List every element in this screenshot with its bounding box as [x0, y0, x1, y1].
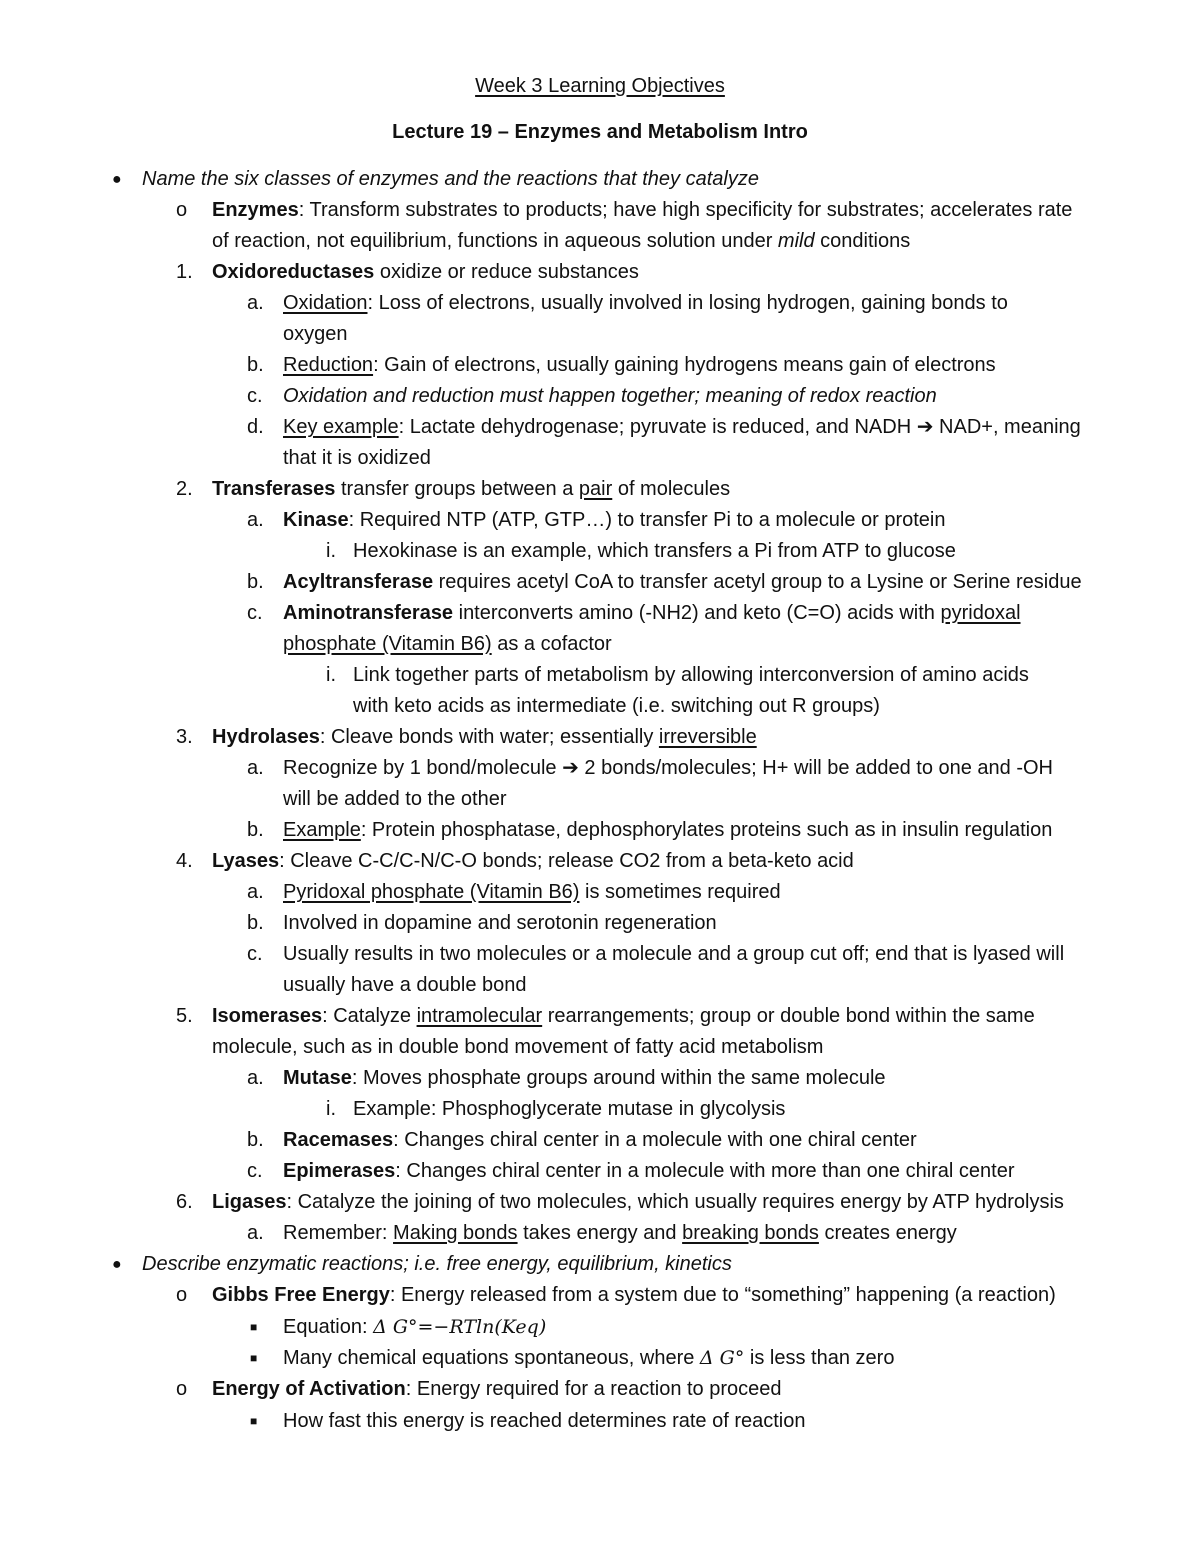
- arrow-right-icon: ➔: [911, 416, 940, 438]
- square-bullet-icon: ■: [250, 1320, 258, 1334]
- title-text: Week 3 Learning Objectives: [475, 75, 725, 97]
- bullet-icon: ●: [112, 1256, 122, 1273]
- document-title: [0, 71, 1200, 102]
- circle-bullet-icon: o: [176, 199, 188, 221]
- bullet-icon: ●: [112, 171, 122, 188]
- circle-bullet-icon: o: [176, 1378, 188, 1400]
- circle-bullet-icon: o: [176, 1284, 188, 1306]
- arrow-right-icon: ➔: [556, 757, 585, 779]
- document-page: Week 3 Learning Objectives Lecture 19 – Enzymes and Metabolism Intro ● Name the six classes of enzymes and the reactions that they catalyze o Enzymes: Transform substrates to products; have high specificity for substrates; accelerates rate of reaction, not equilibrium, functions in aqueous solution under mild conditions 1. Oxidoreductases oxidize or reduce substances a. Oxidation: Loss of electrons, usually involved in losing hydrogen, gaining bonds to oxygen b. Reduction: Gain of electrons, usually gaining hydrogens means gain of electrons c. Oxidation and reduction must happen together; meaning of redox reaction d. Key example: Lactate dehydrogenase; pyruvate is reduced, and NADH ➔ NAD+, meaning that it is oxidized 2. Transferases transfer groups between a pair of molecules a. Kinase: Required NTP (ATP, GTP…) to transfer Pi to a molecule or protein i. Hexokinase is an example, which transfers a Pi from ATP to glucose b. Acyltransferase requires acetyl CoA to transfer acetyl group to a Lysine or Serine residue c. Aminotransferase interconverts amino (-NH2) and keto (C=O) acids with pyridoxal phosphate (Vitamin B6) as a cofactor i. Link together parts of metabolism by allowing interconversion of amino acids with keto acids as intermediate (i.e. switching out R groups) 3. Hydrolases: Cleave bonds with water; essentially irreversible a. Recognize by 1 bond/molecule ➔ 2 bonds/molecules; H+ will be added to one and -OH will be added to the other b. Example: Protein phosphatase, dephosphorylates proteins such as in insulin regulation 4. Lyases: Cleave C-C/C-N/C-O bonds; release CO2 from a beta-keto acid a. Pyridoxal phosphate (Vitamin B6) is sometimes required b. Involved in dopamine and serotonin regeneration c. Usually results in two molecules or a molecule and a group cut off; end that is lyased will usually have a double bond 5. Isomerases: Catalyze intramolecular rearrangements; group or double bond within the same molecule, such as in double bond movement of fatty acid metabolism a. Mutase: Moves phosphate groups around within the same molecule i. Example: Phosphoglycerate mutase in glycolysis b. Racemases: Changes chiral center in a molecule with one chiral center c. Epimerases: Changes chiral center in a molecule with more than one chiral center 6. Ligases: Catalyze the joining of two molecules, which usually requires energy by ATP hydrolysis a. Remember: Making bonds takes energy and breaking bonds creates energy ● Describe enzymatic reactions; i.e. free energy, equilibrium, kinetics o Gibbs Free Energy: Energy released from a system due to “something” happening (a reaction) ■ Equation: Δ G°=−RTln(Keq) ■ Many chemical equations spontaneous, where Δ G° is less than zero o Energy of Activation: Energy required for a reaction to proceed ■ How fast this energy is reached determines rate of reaction: [0, 0, 1200, 1553]
- square-bullet-icon: ■: [250, 1414, 258, 1428]
- lecture-heading: Lecture 19 – Enzymes and Metabolism Intro: [392, 121, 808, 143]
- square-bullet-icon: ■: [250, 1351, 258, 1365]
